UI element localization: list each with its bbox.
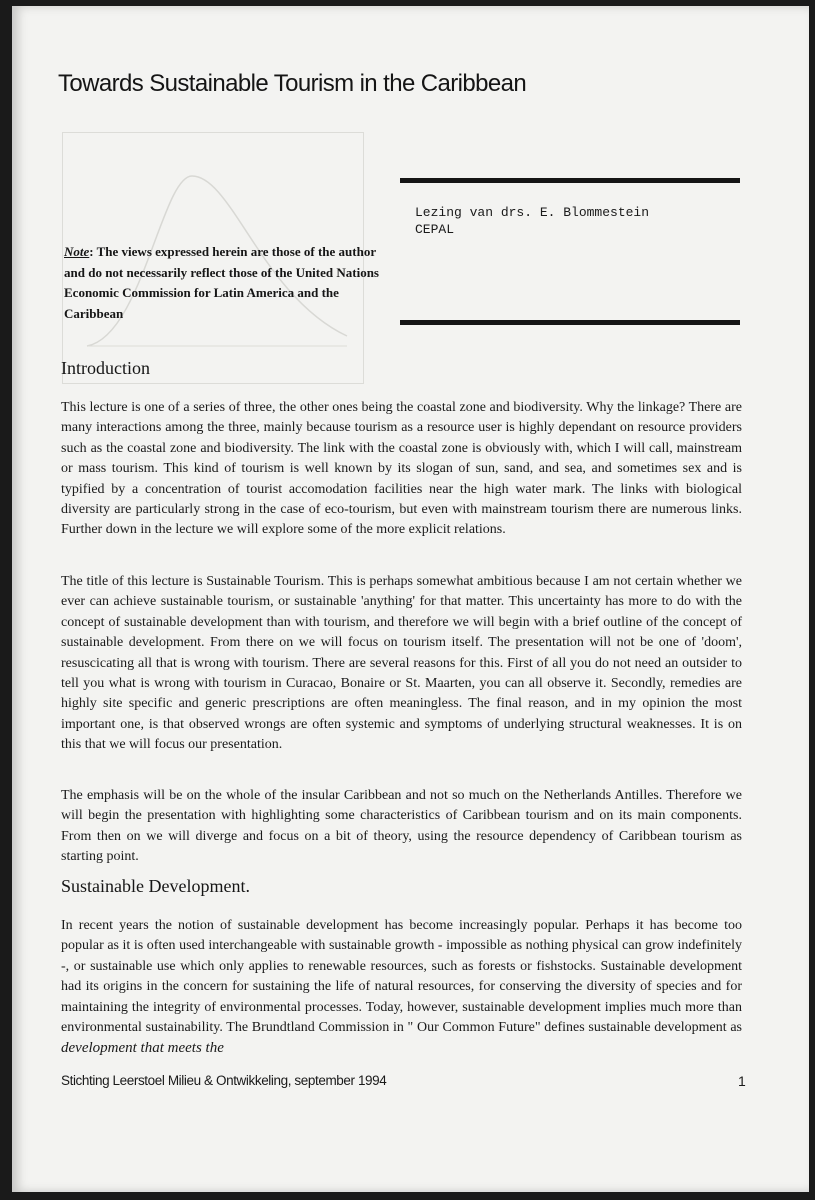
sustainable-development-text: In recent years the notion of sustainable development has become increasingly popular. Perhaps it has become too popular as it is often used interchangeable with sustainable growth - impossible as nothing physical can grow indefinitely -, or sustainable use which only applies to renewable resources, such as forests or fishstocks. Sustainable development had its origins in the concern for sustaining the life of natural resources, for conserving the diversity of species and for maintaining the integrity of environmental processes. Today, however, sustainable development implies much more than environmental sustainability. The Brundtland Commission in " Our Common Future" defines sustainable development as — [61, 918, 742, 1036]
footer-publisher: Stichting Leerstoel Milieu & Ontwikkeling, september 1994 — [61, 1073, 387, 1088]
sustainable-development-italic: development that meets the — [61, 1040, 224, 1057]
page-number: 1 — [738, 1073, 746, 1089]
lecturer-name: Lezing van drs. E. Blommestein — [415, 205, 650, 220]
introduction-heading: Introduction — [61, 358, 150, 378]
sustainable-development-heading: Sustainable Development. — [61, 876, 250, 896]
bottom-rule — [400, 320, 740, 325]
lecturer-affiliation: CEPAL — [415, 222, 455, 237]
lecturer-block — [415, 204, 649, 238]
sustainable-development-paragraph — [61, 916, 742, 1060]
introduction-paragraph-2: The title of this lecture is Sustainable Tourism. This is perhaps somewhat ambitious because I am not certain whether we ever can achieve sustainable tourism, or sustainable 'anything' for that matter. This uncertainty has more to do with the concept of sustainable development than with tourism, and therefore we will begin with a brief outline of the concept of sustainable development. From there on we will focus on tourism itself. The presentation will not be one of 'doom', resuscicating all that is wrong with tourism. There are several reasons for this. First of all you do not need an outsider to tell you what is wrong with tourism in Curacao, Bonaire or St. Maarten, you can all observe it. Secondly, remedies are highly site specific and generic prescriptions are often meaningless. The final reason, and in my opinion the most important one, is that observed wrongs are often systemic and symptoms of underlying structural weaknesses. It is on this that we will focus our presentation. — [61, 574, 742, 753]
introduction-paragraph-3: The emphasis will be on the whole of the insular Caribbean and not so much on the Netherlands Antilles. Therefore we will begin the presentation with highlighting some characteristics of Caribbean tourism and on its main components. From then on we will diverge and focus on a bit of theory, using the resource dependency of Caribbean tourism as starting point. — [61, 788, 742, 865]
introduction-paragraph-1: This lecture is one of a series of three, the other ones being the coastal zone and biodiversity. Why the linkage? There are many interactions among the three, mainly because tourism as a resource user is highly dependant on resource providers such as the coastal zone and biodiversity. The link with the coastal zone is obviously with, which I will call, mainstream or mass tourism. This kind of tourism is well known by its slogan of sun, sand, and sea, and sometimes sex and is typified by a concentration of tourist accomodation facilities near the high water mark. The links with biological diversity are particularly strong in the case of eco-tourism, but even with mainstream tourism there are numerous links. Further down in the lecture we will explore some of the more explicit relations. — [61, 400, 742, 538]
disclaimer-note — [64, 242, 390, 324]
note-text: : The views expressed herein are those of the author and do not necessarily reflect those of the United Nations Economic Commission for Latin America and the Caribbean — [64, 244, 379, 321]
note-label: Note — [64, 244, 90, 259]
document-page — [12, 6, 809, 1192]
top-rule — [400, 178, 740, 183]
document-title: Towards Sustainable Tourism in the Caribbean — [58, 70, 527, 97]
